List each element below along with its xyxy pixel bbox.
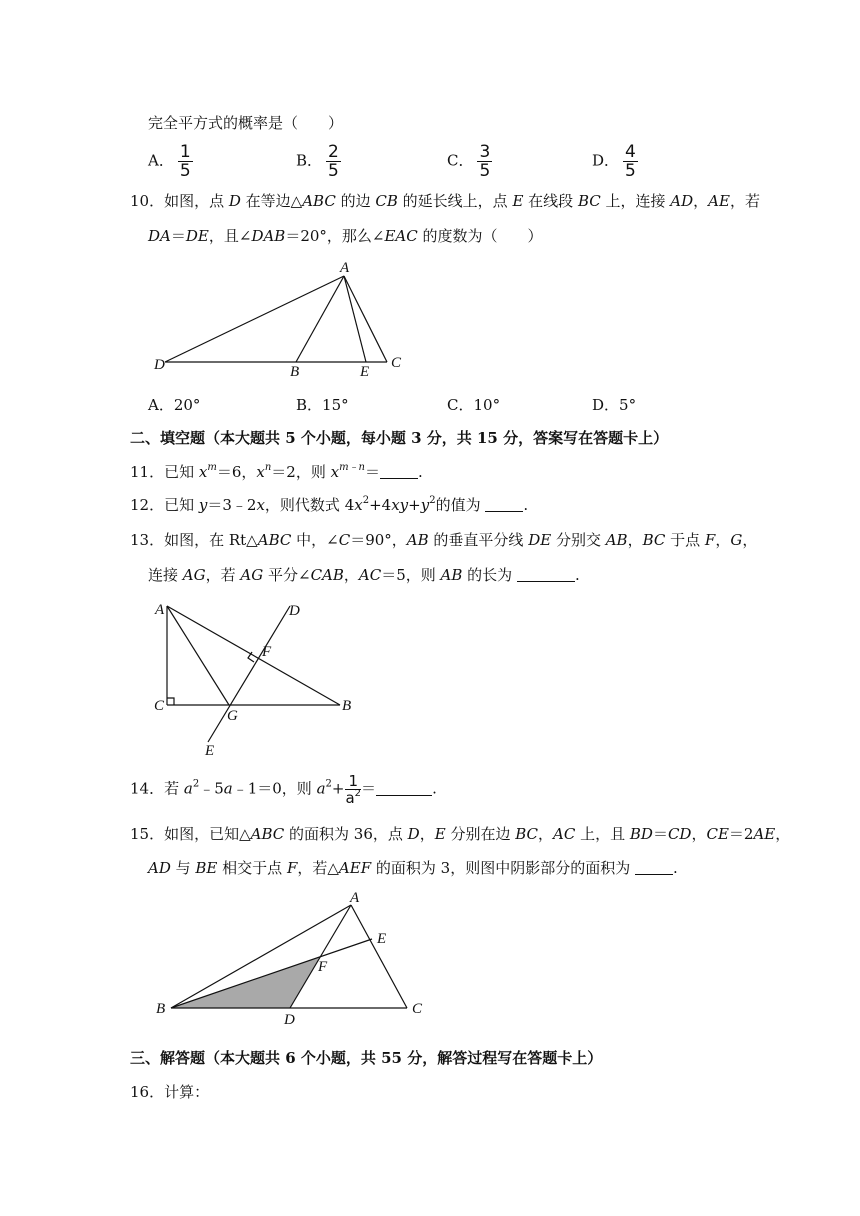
q15-stem-line2: AD 与 BE 相交于点 F，若△AEF 的面积为 3，则图中阴影部分的面积为 .	[148, 859, 678, 877]
label-a: A	[340, 260, 350, 276]
q16: 16．计算：	[130, 1083, 210, 1101]
label-d: D	[289, 603, 300, 619]
answer-blank[interactable]	[485, 497, 523, 512]
fraction: $\frac{1}{a^2}$	[345, 772, 362, 807]
option-label: B．	[296, 151, 323, 170]
label-b: B	[342, 698, 352, 714]
label-a: A	[350, 890, 360, 906]
q10-stem-line2: DA＝DE，且∠DAB＝20°，那么∠EAC 的度数为（ ）	[148, 227, 543, 245]
q14: 14．若 $a^2﹣5a﹣1=0$，则 $a^2+$ $\frac{1}{a^2}$ ＝ .	[130, 772, 437, 807]
question-number: 15．	[130, 825, 165, 843]
label-g: G	[227, 708, 238, 724]
question-number: 13．	[130, 531, 165, 549]
label-e: E	[360, 364, 370, 380]
q10-option-a[interactable]: A．20°	[148, 396, 201, 414]
label-d: D	[154, 357, 165, 373]
q15-figure	[148, 888, 438, 1028]
option-label: D．	[592, 151, 620, 170]
answer-blank[interactable]	[380, 464, 418, 479]
label-c: C	[412, 1001, 423, 1017]
label-b: B	[156, 1001, 166, 1017]
label-e: E	[377, 931, 387, 947]
label-c: C	[391, 355, 402, 371]
question-number: 11．	[130, 463, 165, 481]
fraction: $\frac{1}{5}$	[179, 142, 191, 181]
fraction: $\frac{3}{5}$	[479, 142, 491, 181]
q9-option-c[interactable]	[447, 143, 492, 180]
question-number: 14．	[130, 779, 165, 798]
q13-stem-line2: 连接 AG，若 AG 平分∠CAB，AC＝5，则 AB 的长为 .	[148, 566, 580, 584]
q15-stem-line1: 15．如图，已知△ABC 的面积为 36，点 D，E 分别在边 BC，AC 上，且 BD＝CD，CE＝2AE，	[130, 825, 791, 843]
q13-figure	[145, 595, 375, 765]
q11: 11．已知 $x^m=6$，$x^n=2$，则 $x^{m﹣n}=$ .	[130, 462, 423, 481]
q10-option-c[interactable]: C．10°	[447, 396, 501, 414]
label-e: E	[205, 743, 215, 759]
question-number: 16．	[130, 1083, 165, 1101]
fraction: $\frac{2}{5}$	[328, 142, 339, 181]
answer-blank[interactable]	[635, 860, 673, 875]
option-label: A．	[148, 151, 174, 170]
answer-blank[interactable]	[376, 781, 432, 796]
label-c: C	[154, 698, 165, 714]
fraction: $\frac{4}{5}$	[625, 142, 636, 181]
label-a: A	[155, 602, 165, 618]
q10-option-d[interactable]: D．5°	[592, 396, 637, 414]
section-2-heading: 二、填空题（本大题共 5 个小题，每小题 3 分，共 15 分，答案写在答题卡上）	[130, 429, 669, 447]
label-b: B	[290, 364, 300, 380]
answer-blank[interactable]	[517, 567, 575, 582]
question-number: 10．	[130, 192, 165, 210]
q9-option-b[interactable]	[296, 143, 341, 180]
question-number: 12．	[130, 496, 165, 514]
q10-figure	[140, 255, 420, 380]
option-label: C．	[447, 151, 474, 170]
q13-stem-line1: 13．如图，在 Rt△ABC 中，∠C＝90°，AB 的垂直平分线 DE 分别交 AB，BC 于点 F，G，	[130, 531, 758, 549]
label-d: D	[284, 1012, 295, 1028]
label-f: F	[318, 959, 328, 975]
q9-stem-tail: 完全平方式的概率是（ ）	[148, 114, 344, 132]
q12: 12．已知 y＝3﹣2x，则代数式 $4x^2+4xy+y^2$的值为 .	[130, 495, 529, 514]
q10-stem-line1: 10．如图，点 D 在等边△ABC 的边 CB 的延长线上，点 E 在线段 BC 上，连接 AD，AE，若	[130, 192, 760, 210]
q9-option-d[interactable]	[592, 143, 638, 180]
q9-option-a[interactable]	[148, 143, 193, 180]
label-f: F	[262, 644, 272, 660]
q10-option-b[interactable]: B．15°	[296, 396, 349, 414]
section-3-heading: 三、解答题（本大题共 6 个小题，共 55 分，解答过程写在答题卡上）	[130, 1049, 603, 1067]
